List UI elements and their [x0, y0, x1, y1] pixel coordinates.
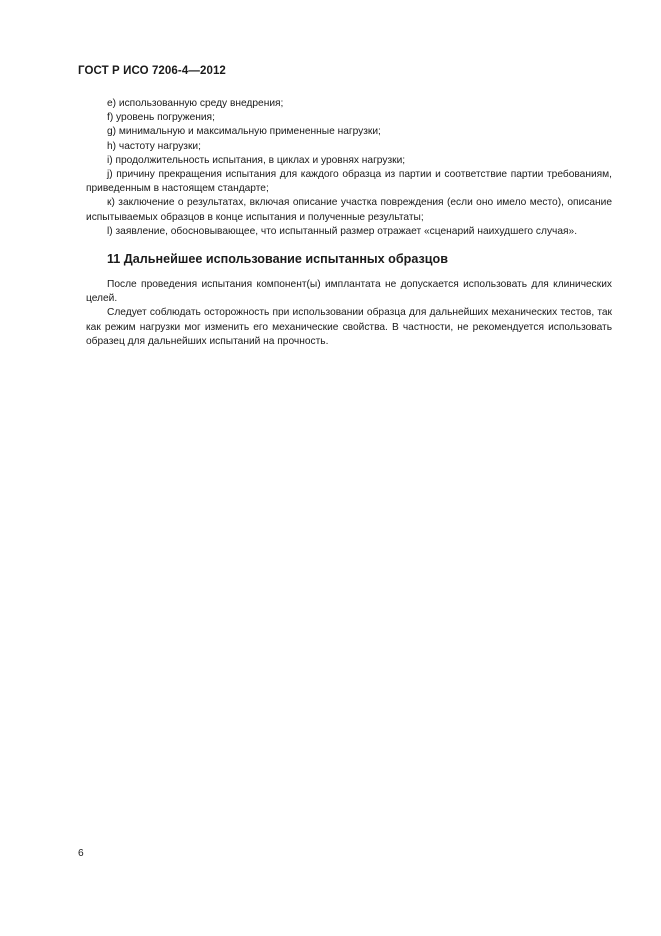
- list-item-f: f) уровень погружения;: [107, 112, 215, 124]
- list-item-k: к) заключение о результатах, включая описание участка повреждения (если оно имело место), описание испытываемых образцов в конце испытания и полученные результаты;: [86, 197, 612, 223]
- section-paragraph-1: После проведения испытания компонент(ы) имплантата не допускается использовать для клинических целей.: [86, 279, 612, 305]
- page-number: 6: [78, 848, 84, 859]
- results-list: [86, 97, 612, 239]
- list-item-i: i) продолжительность испытания, в циклах и уровнях нагрузки;: [107, 154, 406, 166]
- list-item-g: g) минимальную и максимальную примененные нагрузки;: [107, 126, 381, 138]
- section-paragraph-2: Следует соблюдать осторожность при использовании образца для дальнейших механических тестов, так как режим нагрузки мог изменить его механические свойства. В частности, не рекомендуется использовать образец для дальнейших испытаний на прочность.: [86, 307, 612, 347]
- document-header: ГОСТ Р ИСО 7206-4—2012: [78, 65, 226, 77]
- section-heading: 11 Дальнейшее использование испытанных образцов: [107, 252, 448, 267]
- list-item-j: j) причину прекращения испытания для каждого образца из партии и соответствие партии требованиям, приведенным в настоящем стандарте;: [86, 169, 612, 195]
- list-item-l: l) заявление, обосновывающее, что испытанный размер отражает «сценарий наихудшего случая».: [107, 225, 578, 237]
- document-body: [86, 97, 612, 349]
- list-item-e: e) использованную среду внедрения;: [107, 98, 284, 109]
- list-item-h: h) частоту нагрузки;: [107, 140, 201, 152]
